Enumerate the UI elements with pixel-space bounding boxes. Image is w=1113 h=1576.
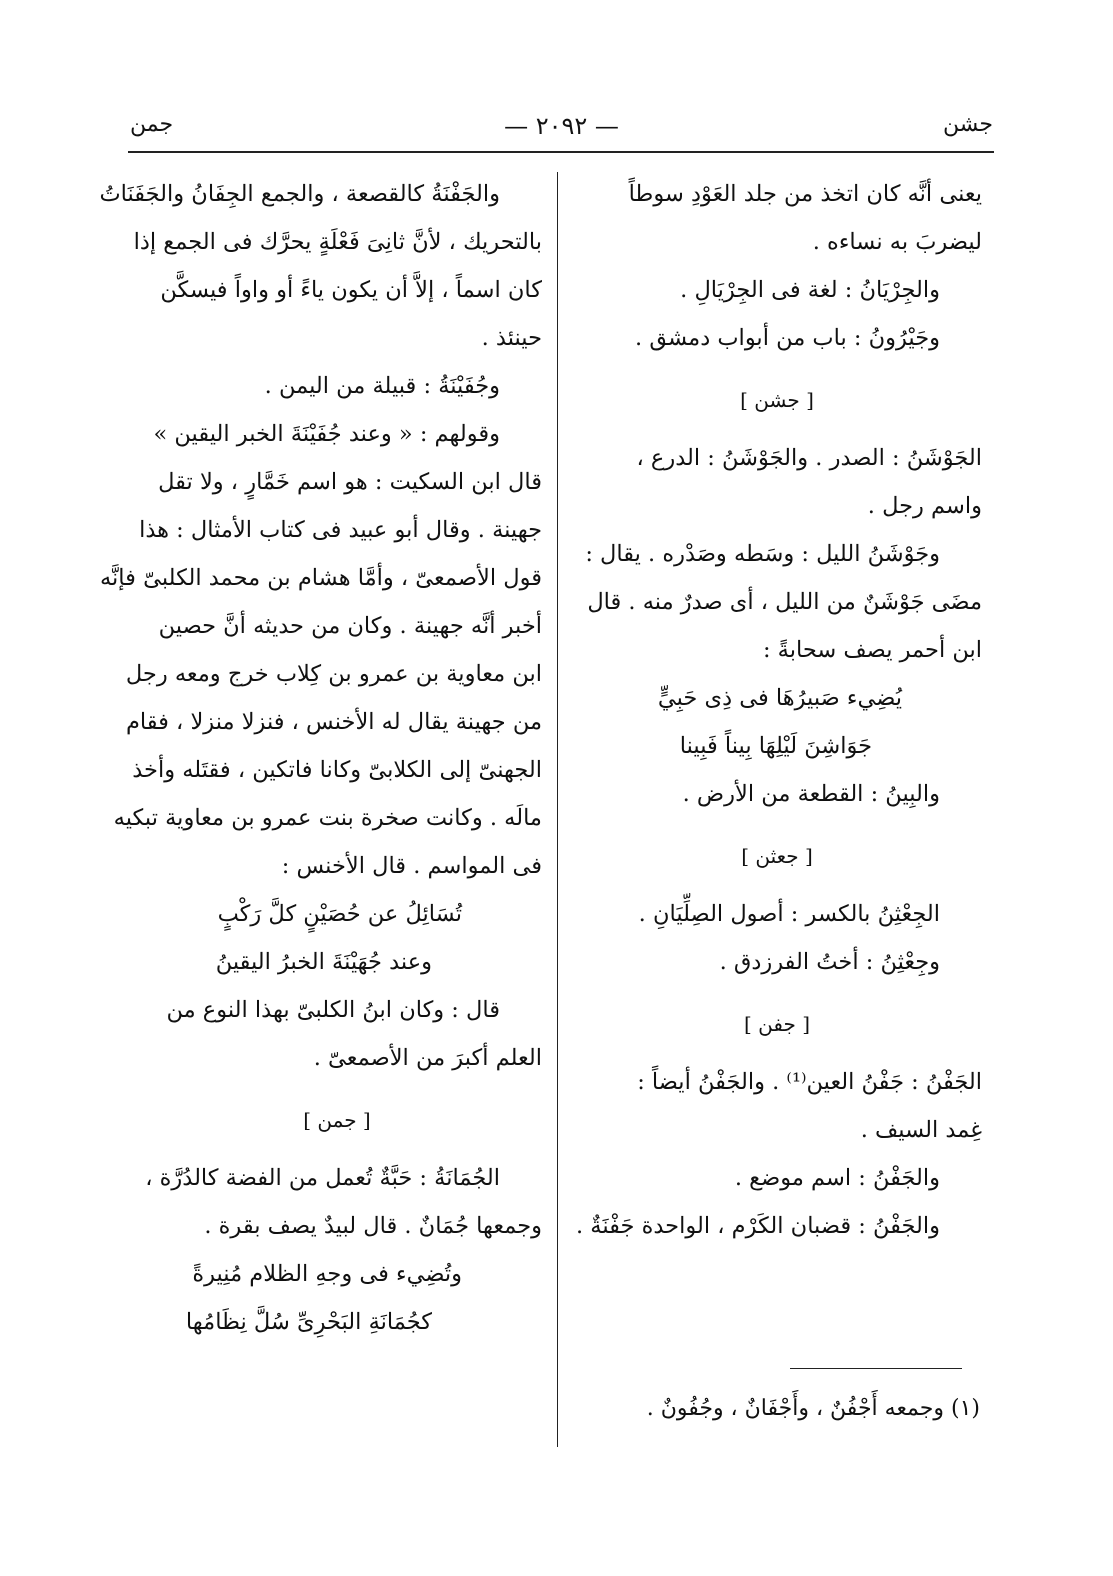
section-title: [ جمن ] [303,1108,371,1132]
text-line: مالَه . وكانت صخرة بنت عمرو بن معاوية تبكيه [113,805,542,831]
entry-line: وجِعْثِنُ : أختُ الفرزدق . [719,949,940,975]
text-line: الجهنىّ إلى الكلابىّ وكانا فاتكين ، فقتَله وأخذ [132,757,542,783]
footnote-rule [790,1368,962,1369]
page-header [130,112,993,152]
text-line: قول الأصمعىّ ، وأمَّا هشام بن محمد الكلبىّ فإنَّه [99,565,542,591]
text-line: جهينة . وقال أبو عبيد فى كتاب الأمثال : هذا [139,517,542,543]
text-line: ليضربَ به نساءه . [812,229,982,255]
entry-line: الجُمَانَةُ : حَبَّةٌ تُعمل من الفضة كالدُرَّة ، [145,1165,500,1191]
verse-line: تُسَائِلُ عن حُصَيْنٍ كلَّ رَكْبٍ [217,901,462,927]
section-title: [ جعثن ] [741,844,813,868]
verse-line: جَوَاشِنَ لَيْلِهَا بِيناً فَبِينا [679,733,872,759]
entry-line: الجَوْشَنُ : الصدر . والجَوْشَنُ : الدرع ، [636,445,982,471]
entry-line: وقولهم : « وعند جُفَيْنَةَ الخبر اليقين » [153,421,500,447]
text-line: ابن معاوية بن عمرو بن كِلاب خرج ومعه رجل [125,661,542,687]
text-line: ابن أحمر يصف سحابةً : [762,637,982,663]
verse-line: كجُمَانَةِ البَحْرِىِّ سُلَّ نِظَامُها [185,1309,432,1335]
entry-line: وجَيْرُونُ : باب من أبواب دمشق . [635,325,940,351]
verse-line: وعند جُهَيْنَةَ الخبرُ اليقينُ [215,949,432,975]
text-line: يعنى أنَّه كان اتخذ من جلد العَوْدِ سوطاً [628,181,982,207]
entry-line: قال : وكان ابنُ الكلبىّ بهذا النوع من [166,997,500,1023]
footnote: (١) وجمعه أَجْفُنٌ ، وأَجْفَانٌ ، وجُفُونٌ . [646,1396,980,1421]
left-column [99,170,542,1346]
entry-line: والجَفْنُ : قضبان الكَرْم ، الواحدة جَفْنَةٌ . [575,1213,940,1239]
entry-line: الجِعْثِنُ بالكسر : أصول الصِلِّيَانِ . [638,901,940,927]
text-line: غِمد السيف . [860,1117,982,1143]
text-line: فى المواسم . قال الأخنس : [281,853,542,879]
text-line: قال ابن السكيت : هو اسم خَمَّارٍ ، ولا تقل [158,469,542,495]
page-number: — ٢٠٩٢ — [504,112,619,140]
section-title: [ جشن ] [740,388,814,412]
verse-line: وتُضِيء فى وجهِ الظلام مُنِيرةً [192,1261,462,1287]
text-line: واسم رجل . [867,493,982,519]
right-column [572,170,982,1250]
column-divider [557,172,558,1447]
entry-line: وجَوْشَنُ الليل : وسَطه وصَدْره . يقال : [585,541,940,567]
verse-line: يُضِيء صَبيرُهَا فى ذِى حَبِيٍّ [657,685,902,711]
entry-line: الجَفْنُ : جَفْنُ العين⁽¹⁾ . والجَفْنُ أيضاً : [637,1069,982,1095]
text-line: من جهينة يقال له الأخنس ، فنزلا منزلا ، فقام [125,709,542,735]
entry-line: والجَفْنُ : اسم موضع . [734,1165,940,1191]
text-line: بالتحريك ، لأنَّ ثانِىَ فَعْلَةٍ يحرَّك فى الجمع إذا [133,229,542,255]
entry-line: والجِرْيَانُ : لغة فى الجِرْيَالِ . [680,277,940,303]
entry-line: والجَفْنَةُ كالقصعة ، والجمع الجِفَانُ والجَفَنَاتُ [99,181,500,207]
text-line: كان اسماً ، إلاَّ أن يكون ياءً أو واواً فيسكَّن [160,277,542,303]
text-line: العلم أكبرَ من الأصمعىّ . [313,1045,542,1071]
header-right-word: جشن [943,112,993,137]
header-rule [128,151,994,153]
section-title: [ جفن ] [743,1012,811,1036]
text-line: أخبر أنَّه جهينة . وكان من حديثه أنَّ حصين [158,613,542,639]
text-line: مضَى جَوْشَنٌ من الليل ، أى صدرٌ منه . قال [587,589,982,615]
header-left-word: جمن [130,112,174,137]
text-line: وجمعها جُمَانٌ . قال لبيدٌ يصف بقرة . [204,1213,542,1239]
entry-line: وجُفَيْنَةُ : قبيلة من اليمن . [264,373,500,399]
entry-line: والبِينُ : القطعة من الأرض . [682,781,940,807]
text-line: حينئذ . [481,325,542,351]
